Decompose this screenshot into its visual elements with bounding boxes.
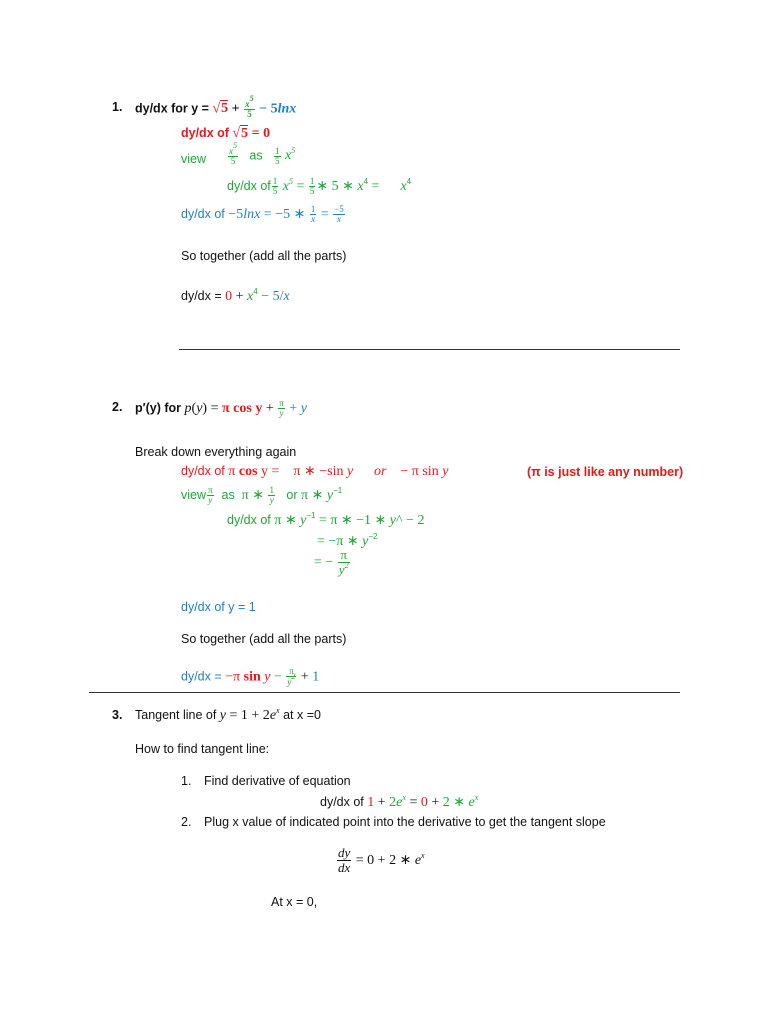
problem-2-number: 2. xyxy=(112,400,123,414)
final-answer-2: dy/dx = −π sin y − $\frac{\pi}{y^2}$ + 1 xyxy=(181,666,320,687)
deriv-y-line: dy/dx of y = 1 xyxy=(181,600,256,614)
together-text-2: So together (add all the parts) xyxy=(181,632,347,646)
step-1-derivative: dy/dx of $1 + 2e^x = 0 + 2$ ∗ $e^x$ xyxy=(320,793,479,810)
problem-3-number: 3. xyxy=(112,708,123,722)
problem-1-question: dy/dx for y = √5 + $\frac{x^5}{5}$ − 5lnx xyxy=(135,94,297,119)
step-1-number: 1. xyxy=(181,774,192,788)
problem-1-number: 1. xyxy=(112,100,123,114)
divider-1 xyxy=(179,349,680,350)
view-x5-expression: $\frac{x^5}{5}$ as $\frac{1}{5}$ $x^5$ xyxy=(229,141,296,166)
deriv-pi-y-line: dy/dx of π ∗ $y^{-1} = \pi$ ∗ −1 ∗ y^ − 2 xyxy=(227,511,425,528)
together-text-1: So together (add all the parts) xyxy=(181,249,347,263)
at-x-text: At x = 0, xyxy=(271,895,318,909)
problem-2-question: p′(y) for p(y) = π cos y + $\frac{\pi}{y}$ + y xyxy=(135,398,307,418)
view-pi-over-y-line: view $\frac{\pi}{y}$ as π ∗ $\frac{1}{y}$ or π ∗ $y^{-1}$ xyxy=(181,485,343,505)
deriv-x5-line: dy/dx of $\frac{1}{5}$ $x^5$ = $\frac{1}{5}$ ∗ 5 ∗ $x^4$ = $x^4$ xyxy=(227,176,412,196)
x5-over-5-fraction: $\frac{x^5}{5}$ xyxy=(245,94,254,119)
final-answer-1: $dy/dx = 0 + x^4 - 5/x$ xyxy=(181,287,290,304)
problem-3-question: Tangent line of $y = 1 + 2e^x$ at x =0 xyxy=(135,706,321,723)
deriv-sqrt5-line: dy/dx of √5 = 0 xyxy=(181,126,271,141)
breakdown-text: Break down everything again xyxy=(135,445,297,459)
deriv-picos-line: dy/dx of π cos y = π ∗ −sin y or − π sin y xyxy=(181,464,449,479)
step-2-text: Plug x value of indicated point into the derivative to get the tangent slope xyxy=(204,815,606,829)
problem-1-label: dy/dx for y = xyxy=(135,101,209,116)
dydx-equation: $\frac{dy}{dx}$ = 0 + 2 ∗ $e^x$ xyxy=(338,845,425,875)
deriv-lnx-line: dy/dx of −5lnx = −5 ∗ $\frac{1}{x}$ = $\frac{-5}{x}$ xyxy=(181,204,344,224)
deriv-pi-y-step2: = −π ∗ $y^{-2}$ xyxy=(317,532,378,549)
divider-2 xyxy=(89,692,680,693)
view-word: view xyxy=(181,152,207,166)
view-x5-line xyxy=(181,151,206,167)
how-to-text: How to find tangent line: xyxy=(135,742,270,756)
deriv-pi-y-step3: = − $\frac{\pi}{y^2}$ xyxy=(314,547,349,577)
step-1-text: Find derivative of equation xyxy=(204,774,351,788)
pi-note: (π is just like any number) xyxy=(527,465,684,479)
sqrt5-term: √5 xyxy=(212,101,229,117)
step-2-number: 2. xyxy=(181,815,192,829)
